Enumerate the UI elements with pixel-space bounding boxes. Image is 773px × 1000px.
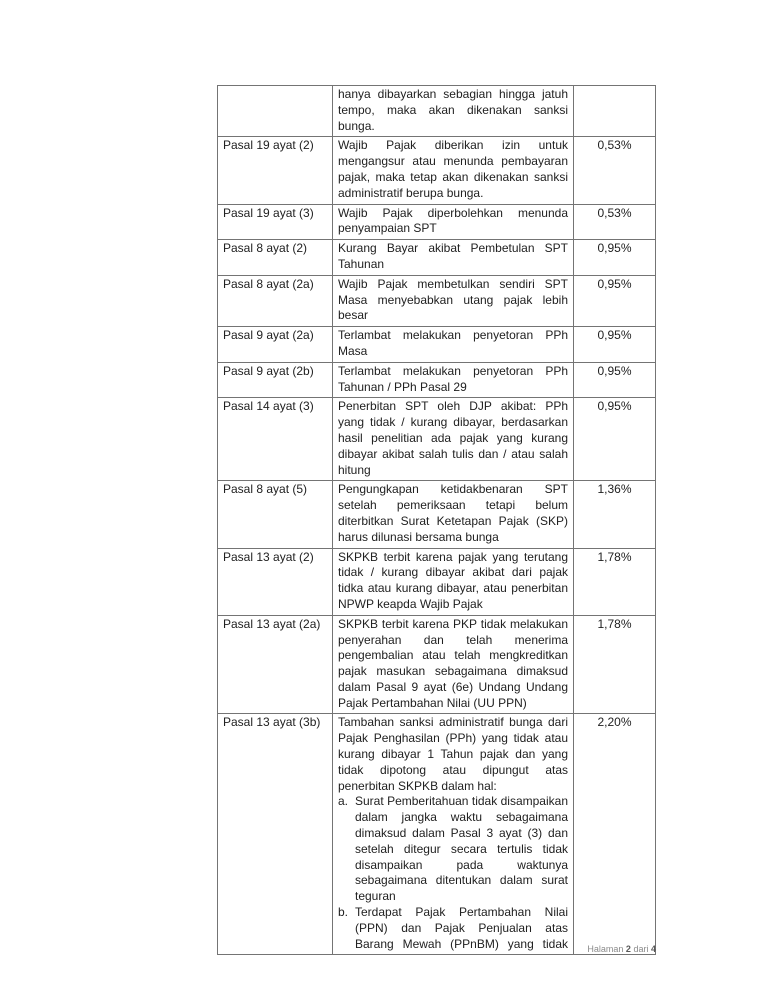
pasal-cell: Pasal 9 ayat (2b) (218, 362, 333, 398)
table-row (218, 362, 656, 398)
rate-cell: 2,20% (574, 714, 656, 955)
list-marker: a. (338, 794, 349, 809)
table-row (218, 714, 656, 955)
table-row (218, 398, 656, 481)
pasal-cell: Pasal 8 ayat (5) (218, 481, 333, 548)
description-cell: Pengungkapan ketidakbenaran SPT setelah pemeriksaan tetapi belum diterbitkan Surat Ketetapan Pajak (SKP) harus dilunasi bersama bunga (333, 481, 574, 548)
rate-cell: 0,95% (574, 327, 656, 363)
rate-cell: 0,95% (574, 398, 656, 481)
footer-label: Halaman (587, 944, 624, 954)
pasal-cell: Pasal 14 ayat (3) (218, 398, 333, 481)
table-row (218, 615, 656, 714)
description-cell: Kurang Bayar akibat Pembetulan SPT Tahunan (333, 240, 574, 276)
list-marker: b. (338, 905, 349, 920)
description-cell: Penerbitan SPT oleh DJP akibat: PPh yang tidak / kurang dibayar, berdasarkan hasil penelitian ada pajak yang kurang dibayar akibat salah tulis dan / atau salah hitung (333, 398, 574, 481)
table-row (218, 275, 656, 326)
table-row (218, 240, 656, 276)
description-intro: Tambahan sanksi administratif bunga dari Pajak Penghasilan (PPh) yang tidak atau kurang dibayar 1 Tahun pajak dan yang tidak dipotong atau dipungut atas penerbitan SKPKB dalam hal: (338, 715, 568, 793)
pasal-cell: Pasal 13 ayat (2) (218, 548, 333, 615)
rate-cell (574, 86, 656, 137)
tax-penalty-table (217, 85, 656, 955)
rate-cell: 1,78% (574, 615, 656, 714)
description-cell: Wajib Pajak membetulkan sendiri SPT Masa menyebabkan utang pajak lebih besar (333, 275, 574, 326)
pasal-cell (218, 86, 333, 137)
description-cell: Wajib Pajak diberikan izin untuk mengangsur atau menunda pembayaran pajak, maka tetap akan dikenakan sanksi administratif berupa bunga. (333, 137, 574, 204)
pasal-cell: Pasal 8 ayat (2) (218, 240, 333, 276)
description-cell (333, 714, 574, 955)
table-row (218, 204, 656, 240)
table-row (218, 137, 656, 204)
description-cell: Wajib Pajak diperbolehkan menunda penyampaian SPT (333, 204, 574, 240)
pasal-cell: Pasal 19 ayat (2) (218, 137, 333, 204)
rate-cell: 0,53% (574, 137, 656, 204)
table-row (218, 548, 656, 615)
pasal-cell: Pasal 13 ayat (2a) (218, 615, 333, 714)
rate-cell: 1,36% (574, 481, 656, 548)
list-item-a (338, 794, 568, 905)
rate-cell: 0,95% (574, 240, 656, 276)
rate-cell: 1,78% (574, 548, 656, 615)
page-footer (0, 944, 656, 955)
rate-cell: 0,95% (574, 362, 656, 398)
description-cell: Terlambat melakukan penyetoran PPh Tahunan / PPh Pasal 29 (333, 362, 574, 398)
pasal-cell: Pasal 19 ayat (3) (218, 204, 333, 240)
table-row (218, 481, 656, 548)
description-cell: SKPKB terbit karena pajak yang terutang tidak / kurang dibayar akibat dari pajak tidka atau kurang dibayar, atau penerbitan NPWP keapda Wajib Pajak (333, 548, 574, 615)
table-row (218, 86, 656, 137)
list-text: Surat Pemberitahuan tidak disampaikan dalam jangka waktu sebagaimana dimaksud dalam Pasal 3 ayat (3) dan setelah ditegur secara tertulis tidak disampaikan pada waktunya sebagaimana ditentukan dalam surat teguran (355, 794, 568, 904)
description-cell: hanya dibayarkan sebagian hingga jatuh tempo, maka akan dikenakan sanksi bunga. (333, 86, 574, 137)
rate-cell: 0,95% (574, 275, 656, 326)
description-cell: SKPKB terbit karena PKP tidak melakukan penyerahan dan telah menerima pengembalian atau telah mengkreditkan pajak masukan sebagaimana dimaksud dalam Pasal 9 ayat (6e) Undang Undang Pajak Pertambahan Nilai (UU PPN) (333, 615, 574, 714)
pasal-cell: Pasal 13 ayat (3b) (218, 714, 333, 955)
rate-cell: 0,53% (574, 204, 656, 240)
pasal-cell: Pasal 8 ayat (2a) (218, 275, 333, 326)
description-cell: Terlambat melakukan penyetoran PPh Masa (333, 327, 574, 363)
list-text: Terdapat Pajak Pertambahan Nilai (PPN) dan Pajak Penjualan atas Barang Mewah (PPnBM) yang tidak (355, 905, 568, 951)
footer-page-number: 2 (625, 944, 631, 954)
footer-of-label: dari (633, 944, 649, 954)
pasal-cell: Pasal 9 ayat (2a) (218, 327, 333, 363)
table-row (218, 327, 656, 363)
footer-total-pages: 4 (650, 944, 656, 954)
